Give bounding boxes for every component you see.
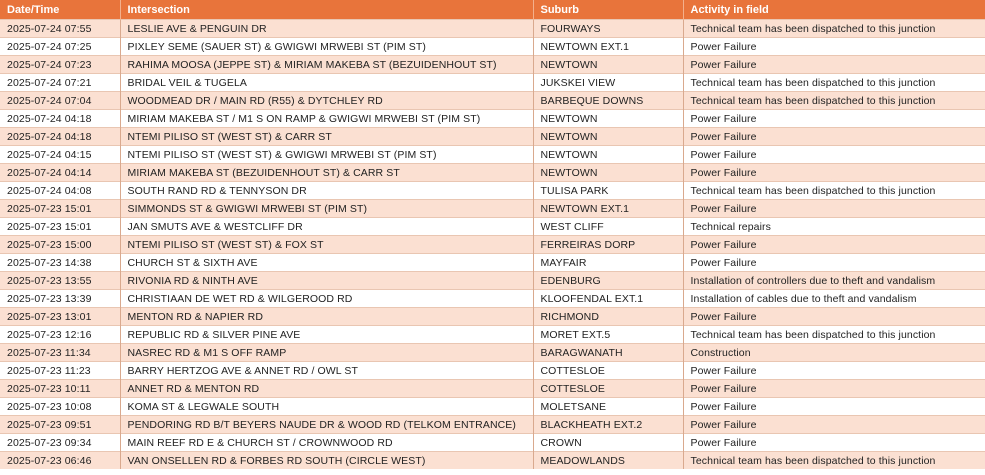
cell-suburb: RICHMOND bbox=[533, 308, 683, 326]
cell-intersection: CHURCH ST & SIXTH AVE bbox=[120, 254, 533, 272]
cell-datetime: 2025-07-23 14:38 bbox=[0, 254, 120, 272]
cell-suburb: NEWTOWN bbox=[533, 128, 683, 146]
cell-activity: Power Failure bbox=[683, 38, 985, 56]
cell-activity: Power Failure bbox=[683, 380, 985, 398]
cell-datetime: 2025-07-23 06:46 bbox=[0, 452, 120, 470]
cell-datetime: 2025-07-24 04:18 bbox=[0, 128, 120, 146]
cell-intersection: MIRIAM MAKEBA ST / M1 S ON RAMP & GWIGWI MRWEBI ST (PIM ST) bbox=[120, 110, 533, 128]
cell-datetime: 2025-07-23 11:34 bbox=[0, 344, 120, 362]
cell-activity: Power Failure bbox=[683, 308, 985, 326]
header-suburb[interactable]: Suburb bbox=[533, 0, 683, 20]
cell-activity: Power Failure bbox=[683, 362, 985, 380]
cell-activity: Installation of cables due to theft and vandalism bbox=[683, 290, 985, 308]
cell-suburb: BARBEQUE DOWNS bbox=[533, 92, 683, 110]
cell-activity: Power Failure bbox=[683, 146, 985, 164]
cell-suburb: NEWTOWN EXT.1 bbox=[533, 38, 683, 56]
cell-suburb: EDENBURG bbox=[533, 272, 683, 290]
cell-suburb: FERREIRAS DORP bbox=[533, 236, 683, 254]
cell-datetime: 2025-07-24 04:08 bbox=[0, 182, 120, 200]
cell-suburb: COTTESLOE bbox=[533, 380, 683, 398]
cell-intersection: VAN ONSELLEN RD & FORBES RD SOUTH (CIRCLE WEST) bbox=[120, 452, 533, 470]
cell-suburb: NEWTOWN bbox=[533, 146, 683, 164]
cell-intersection: MENTON RD & NAPIER RD bbox=[120, 308, 533, 326]
header-activity[interactable]: Activity in field bbox=[683, 0, 985, 20]
cell-datetime: 2025-07-23 09:34 bbox=[0, 434, 120, 452]
table-row[interactable] bbox=[0, 398, 985, 416]
cell-activity: Technical team has been dispatched to this junction bbox=[683, 20, 985, 38]
table-row[interactable] bbox=[0, 128, 985, 146]
cell-intersection: NTEMI PILISO ST (WEST ST) & GWIGWI MRWEBI ST (PIM ST) bbox=[120, 146, 533, 164]
cell-suburb: MOLETSANE bbox=[533, 398, 683, 416]
header-intersection[interactable]: Intersection bbox=[120, 0, 533, 20]
table-row[interactable] bbox=[0, 164, 985, 182]
cell-suburb: JUKSKEI VIEW bbox=[533, 74, 683, 92]
cell-activity: Power Failure bbox=[683, 416, 985, 434]
cell-datetime: 2025-07-23 15:01 bbox=[0, 218, 120, 236]
table-row[interactable] bbox=[0, 56, 985, 74]
cell-datetime: 2025-07-24 07:21 bbox=[0, 74, 120, 92]
cell-intersection: KOMA ST & LEGWALE SOUTH bbox=[120, 398, 533, 416]
cell-activity: Technical team has been dispatched to this junction bbox=[683, 452, 985, 470]
cell-activity: Power Failure bbox=[683, 110, 985, 128]
cell-datetime: 2025-07-23 13:01 bbox=[0, 308, 120, 326]
cell-suburb: MORET EXT.5 bbox=[533, 326, 683, 344]
cell-datetime: 2025-07-24 07:55 bbox=[0, 20, 120, 38]
cell-suburb: NEWTOWN bbox=[533, 164, 683, 182]
cell-intersection: BRIDAL VEIL & TUGELA bbox=[120, 74, 533, 92]
cell-intersection: SIMMONDS ST & GWIGWI MRWEBI ST (PIM ST) bbox=[120, 200, 533, 218]
header-row bbox=[0, 0, 985, 20]
cell-datetime: 2025-07-24 04:14 bbox=[0, 164, 120, 182]
cell-datetime: 2025-07-24 04:18 bbox=[0, 110, 120, 128]
cell-datetime: 2025-07-23 15:00 bbox=[0, 236, 120, 254]
cell-intersection: REPUBLIC RD & SILVER PINE AVE bbox=[120, 326, 533, 344]
table-row[interactable] bbox=[0, 380, 985, 398]
cell-activity: Power Failure bbox=[683, 164, 985, 182]
table-body bbox=[0, 20, 985, 470]
cell-intersection: SOUTH RAND RD & TENNYSON DR bbox=[120, 182, 533, 200]
cell-datetime: 2025-07-24 04:15 bbox=[0, 146, 120, 164]
cell-datetime: 2025-07-24 07:23 bbox=[0, 56, 120, 74]
cell-intersection: WOODMEAD DR / MAIN RD (R55) & DYTCHLEY RD bbox=[120, 92, 533, 110]
cell-intersection: NTEMI PILISO ST (WEST ST) & FOX ST bbox=[120, 236, 533, 254]
table-row[interactable] bbox=[0, 74, 985, 92]
table-row[interactable] bbox=[0, 38, 985, 56]
cell-suburb: MAYFAIR bbox=[533, 254, 683, 272]
cell-suburb: NEWTOWN bbox=[533, 56, 683, 74]
cell-activity: Technical team has been dispatched to this junction bbox=[683, 326, 985, 344]
cell-activity: Power Failure bbox=[683, 434, 985, 452]
table-row[interactable] bbox=[0, 20, 985, 38]
table-row[interactable] bbox=[0, 308, 985, 326]
table-row[interactable] bbox=[0, 362, 985, 380]
cell-activity: Technical team has been dispatched to this junction bbox=[683, 182, 985, 200]
cell-activity: Technical team has been dispatched to this junction bbox=[683, 74, 985, 92]
cell-suburb: TULISA PARK bbox=[533, 182, 683, 200]
cell-suburb: WEST CLIFF bbox=[533, 218, 683, 236]
table-row[interactable] bbox=[0, 344, 985, 362]
cell-activity: Installation of controllers due to theft and vandalism bbox=[683, 272, 985, 290]
cell-datetime: 2025-07-23 10:11 bbox=[0, 380, 120, 398]
header-datetime[interactable]: Date/Time bbox=[0, 0, 120, 20]
cell-activity: Power Failure bbox=[683, 254, 985, 272]
cell-intersection: RAHIMA MOOSA (JEPPE ST) & MIRIAM MAKEBA ST (BEZUIDENHOUT ST) bbox=[120, 56, 533, 74]
cell-suburb: BARAGWANATH bbox=[533, 344, 683, 362]
table-row[interactable] bbox=[0, 182, 985, 200]
cell-datetime: 2025-07-24 07:04 bbox=[0, 92, 120, 110]
cell-datetime: 2025-07-23 13:55 bbox=[0, 272, 120, 290]
table-row[interactable] bbox=[0, 272, 985, 290]
cell-activity: Construction bbox=[683, 344, 985, 362]
cell-activity: Power Failure bbox=[683, 56, 985, 74]
cell-intersection: RIVONIA RD & NINTH AVE bbox=[120, 272, 533, 290]
cell-activity: Power Failure bbox=[683, 236, 985, 254]
table-row[interactable] bbox=[0, 434, 985, 452]
cell-intersection: NTEMI PILISO ST (WEST ST) & CARR ST bbox=[120, 128, 533, 146]
cell-activity: Power Failure bbox=[683, 128, 985, 146]
cell-suburb: KLOOFENDAL EXT.1 bbox=[533, 290, 683, 308]
cell-activity: Power Failure bbox=[683, 398, 985, 416]
table-row[interactable] bbox=[0, 326, 985, 344]
cell-datetime: 2025-07-23 12:16 bbox=[0, 326, 120, 344]
cell-datetime: 2025-07-24 07:25 bbox=[0, 38, 120, 56]
table-row[interactable] bbox=[0, 92, 985, 110]
table-row[interactable] bbox=[0, 254, 985, 272]
cell-suburb: COTTESLOE bbox=[533, 362, 683, 380]
cell-intersection: MAIN REEF RD E & CHURCH ST / CROWNWOOD RD bbox=[120, 434, 533, 452]
cell-datetime: 2025-07-23 09:51 bbox=[0, 416, 120, 434]
cell-intersection: NASREC RD & M1 S OFF RAMP bbox=[120, 344, 533, 362]
table-row[interactable] bbox=[0, 236, 985, 254]
cell-intersection: MIRIAM MAKEBA ST (BEZUIDENHOUT ST) & CARR ST bbox=[120, 164, 533, 182]
cell-datetime: 2025-07-23 13:39 bbox=[0, 290, 120, 308]
cell-intersection: JAN SMUTS AVE & WESTCLIFF DR bbox=[120, 218, 533, 236]
cell-intersection: PIXLEY SEME (SAUER ST) & GWIGWI MRWEBI ST (PIM ST) bbox=[120, 38, 533, 56]
table-row[interactable] bbox=[0, 452, 985, 470]
cell-datetime: 2025-07-23 15:01 bbox=[0, 200, 120, 218]
table-row[interactable] bbox=[0, 416, 985, 434]
table-row[interactable] bbox=[0, 146, 985, 164]
cell-suburb: NEWTOWN bbox=[533, 110, 683, 128]
cell-intersection: LESLIE AVE & PENGUIN DR bbox=[120, 20, 533, 38]
cell-suburb: CROWN bbox=[533, 434, 683, 452]
cell-activity: Technical repairs bbox=[683, 218, 985, 236]
cell-intersection: PENDORING RD B/T BEYERS NAUDE DR & WOOD RD (TELKOM ENTRANCE) bbox=[120, 416, 533, 434]
cell-intersection: BARRY HERTZOG AVE & ANNET RD / OWL ST bbox=[120, 362, 533, 380]
cell-suburb: NEWTOWN EXT.1 bbox=[533, 200, 683, 218]
cell-intersection: ANNET RD & MENTON RD bbox=[120, 380, 533, 398]
cell-intersection: CHRISTIAAN DE WET RD & WILGEROOD RD bbox=[120, 290, 533, 308]
table-row[interactable] bbox=[0, 218, 985, 236]
table-row[interactable] bbox=[0, 200, 985, 218]
cell-datetime: 2025-07-23 10:08 bbox=[0, 398, 120, 416]
cell-activity: Technical team has been dispatched to this junction bbox=[683, 92, 985, 110]
cell-suburb: FOURWAYS bbox=[533, 20, 683, 38]
cell-suburb: MEADOWLANDS bbox=[533, 452, 683, 470]
cell-suburb: BLACKHEATH EXT.2 bbox=[533, 416, 683, 434]
table-row[interactable] bbox=[0, 110, 985, 128]
cell-datetime: 2025-07-23 11:23 bbox=[0, 362, 120, 380]
table-row[interactable] bbox=[0, 290, 985, 308]
cell-activity: Power Failure bbox=[683, 200, 985, 218]
table-header bbox=[0, 0, 985, 20]
